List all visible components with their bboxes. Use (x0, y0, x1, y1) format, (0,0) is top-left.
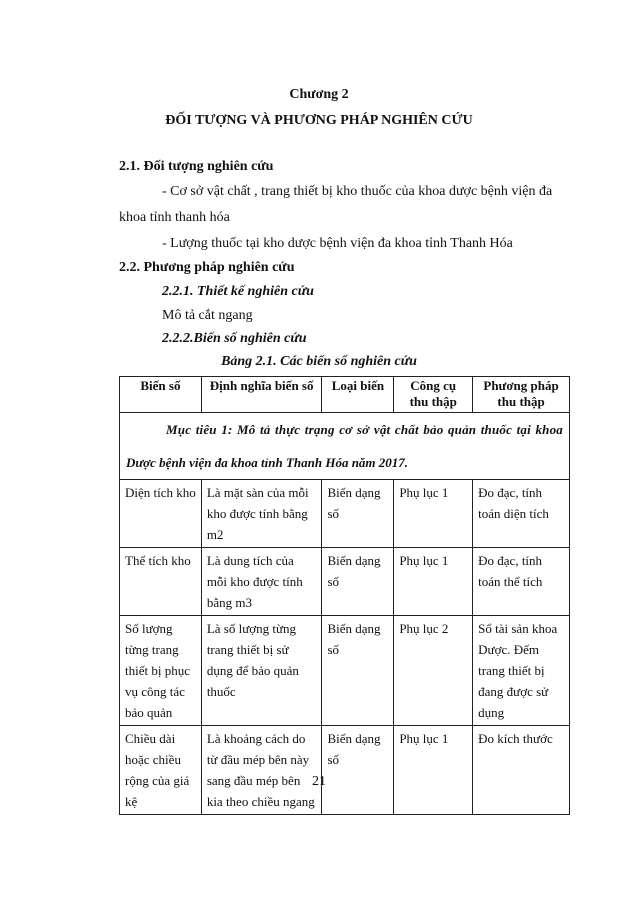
table-cell: Phụ lục 1 (394, 480, 473, 548)
section-2-1-bullet2: - Lượng thuốc tại kho dược bệnh viện đa khoa tỉnh Thanh Hóa (162, 236, 513, 251)
table-cell: Là dung tích của mỗi kho được tính bằng m3 (201, 548, 322, 616)
table-header: Loại biến (322, 377, 394, 413)
chapter-title: ĐỐI TƯỢNG VÀ PHƯƠNG PHÁP NGHIÊN CỨU (165, 113, 473, 128)
table-row (120, 726, 570, 815)
table-cell: Chiều dài hoặc chiều rộng của giá kệ (120, 726, 202, 815)
table-header: Biến số (120, 377, 202, 413)
section-2-2-1-heading: 2.2.1. Thiết kế nghiên cứu (162, 284, 314, 299)
objective-cell (120, 413, 570, 480)
objective-line2: Dược bệnh viện đa khoa tỉnh Thanh Hóa năm 2017. (126, 455, 409, 470)
table-cell: Phụ lục 1 (394, 726, 473, 815)
section-2-1-bullet1-line2: khoa tỉnh thanh hóa (119, 210, 230, 225)
table-cell: Biến dạng số (322, 616, 394, 726)
section-2-1-heading: 2.1. Đối tượng nghiên cứu (119, 159, 274, 174)
table-cell: Số lượng từng trang thiết bị phục vụ công tác bảo quản (120, 616, 202, 726)
table-cell: Biến dạng số (322, 726, 394, 815)
table-row (120, 616, 570, 726)
table-cell: Là khoảng cách do từ đầu mép bên này sang đầu mép bên kia theo chiều ngang (201, 726, 322, 815)
table-cell: Biến dạng số (322, 480, 394, 548)
table-row (120, 548, 570, 616)
objective-line1: Mục tiêu 1: Mô tả thực trạng cơ sở vật chất bảo quản thuốc tại khoa (166, 422, 563, 437)
table-cell: Diện tích kho (120, 480, 202, 548)
table-cell: Phụ lục 2 (394, 616, 473, 726)
table-cell: Đo kích thước (473, 726, 570, 815)
section-2-2-1-text: Mô tả cắt ngang (162, 308, 253, 323)
objective-row (120, 413, 570, 480)
table-cell: Đo đạc, tính toán thể tích (473, 548, 570, 616)
section-2-1-bullet1-line1: - Cơ sở vật chất , trang thiết bị kho thuốc của khoa dược bệnh viện đa (162, 184, 553, 199)
section-2-2-heading: 2.2. Phương pháp nghiên cứu (119, 260, 295, 275)
chapter-label: Chương 2 (289, 87, 349, 102)
table-header-row (120, 377, 570, 413)
variables-table (119, 376, 570, 815)
page-number: 21 (312, 774, 326, 789)
table-cell: Đo đạc, tính toán diện tích (473, 480, 570, 548)
table-cell: Sổ tài sản khoa Dược. Đếm trang thiết bị đang được sử dụng (473, 616, 570, 726)
table-cell: Biến dạng số (322, 548, 394, 616)
table-cell: Là số lượng từng trang thiết bị sử dụng để bảo quản thuốc (201, 616, 322, 726)
table-row (120, 480, 570, 548)
table-header: Phương pháp thu thập (473, 377, 570, 413)
section-2-2-2-heading: 2.2.2.Biến số nghiên cứu (162, 331, 307, 346)
table-caption: Bảng 2.1. Các biến số nghiên cứu (221, 354, 417, 369)
table-cell: Là mặt sàn của mỗi kho được tính bằng m2 (201, 480, 322, 548)
table-cell: Thể tích kho (120, 548, 202, 616)
table-cell: Phụ lục 1 (394, 548, 473, 616)
table-header: Công cụ thu thập (394, 377, 473, 413)
table-header: Định nghĩa biến số (201, 377, 322, 413)
